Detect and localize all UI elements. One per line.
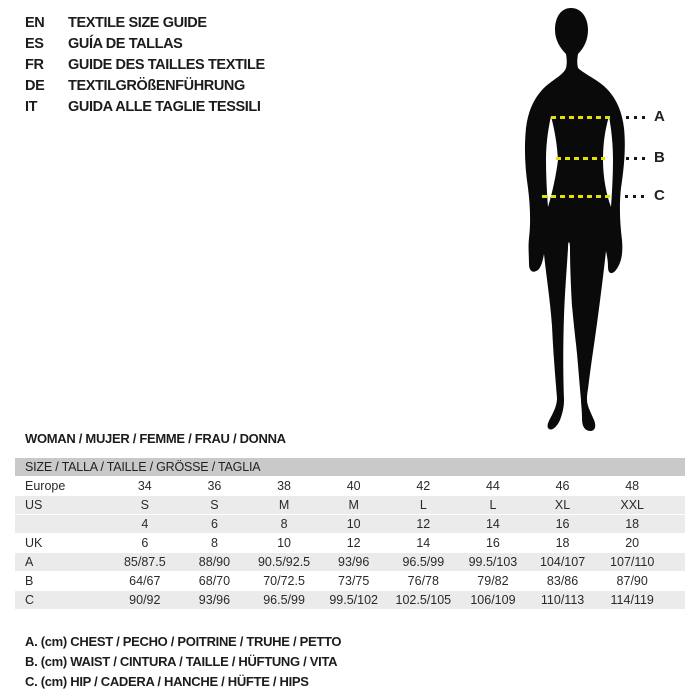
- size-value-cell: 88/90: [198, 554, 231, 569]
- size-value-cell: XXL: [620, 497, 644, 512]
- size-value-cell: 42: [416, 478, 431, 493]
- size-value-cell: 6: [141, 535, 149, 550]
- size-value-cell: 85/87.5: [123, 554, 166, 569]
- size-value-cell: 106/109: [470, 592, 516, 607]
- row-label: B: [25, 573, 34, 588]
- lang-label: GUIDE DES TAILLES TEXTILE: [68, 56, 265, 73]
- legend-line-chest: A. (cm) CHEST / PECHO / POITRINE / TRUHE / PETTO: [25, 634, 342, 649]
- size-value-cell: 12: [416, 516, 431, 531]
- size-value-cell: 83/86: [546, 573, 579, 588]
- size-value-cell: 34: [137, 478, 152, 493]
- legend-line-waist: B. (cm) WAIST / CINTURA / TAILLE / HÜFTUNG / VITA: [25, 654, 338, 669]
- size-value-cell: XL: [554, 497, 571, 512]
- woman-silhouette-icon: [515, 4, 645, 434]
- size-value-cell: 79/82: [477, 573, 509, 588]
- size-value-cell: 48: [625, 478, 640, 493]
- size-value-cell: M: [278, 497, 290, 512]
- size-value-cell: 76/78: [407, 573, 439, 588]
- size-value-cell: 96.5/99: [402, 554, 445, 569]
- table-row: [15, 590, 685, 609]
- size-value-cell: 70/72.5: [263, 573, 305, 588]
- measure-line-waist: [0, 149, 700, 166]
- size-value-cell: 36: [207, 478, 222, 493]
- size-table-body: [15, 476, 685, 609]
- measure-line-hip: [0, 187, 700, 204]
- size-value-cell: 38: [277, 478, 292, 493]
- size-value-cell: 6: [210, 516, 218, 531]
- size-value-cell: 16: [485, 535, 500, 550]
- size-value-cell: 93/96: [198, 592, 231, 607]
- size-value-cell: 64/67: [129, 573, 161, 588]
- size-value-cell: 4: [141, 516, 149, 531]
- size-value-cell: 93/96: [338, 554, 370, 569]
- size-value-cell: 114/119: [610, 592, 654, 607]
- lang-row-it: [25, 96, 265, 117]
- size-value-cell: 99.5/102: [329, 592, 379, 607]
- table-row: [15, 571, 685, 590]
- size-value-cell: L: [419, 497, 427, 512]
- row-label: A: [25, 554, 34, 569]
- chest-dash-yellow: [551, 116, 611, 119]
- lang-label: TEXTILGRÖßENFÜHRUNG: [68, 77, 245, 94]
- table-row: [15, 552, 685, 571]
- measure-line-chest: [0, 108, 700, 125]
- size-value-cell: 12: [346, 535, 361, 550]
- woman-silhouette-figure: [515, 4, 645, 434]
- measurement-legend: [25, 634, 341, 694]
- size-value-cell: 99.5/103: [468, 554, 518, 569]
- size-value-cell: 14: [416, 535, 431, 550]
- size-value-cell: 10: [277, 535, 292, 550]
- table-row: [15, 476, 685, 495]
- row-label: US: [25, 497, 43, 512]
- lang-label: GUÍA DE TALLAS: [68, 35, 183, 52]
- size-value-cell: 18: [625, 516, 640, 531]
- lang-code: ES: [25, 35, 44, 52]
- size-value-cell: S: [210, 497, 219, 512]
- lang-code: FR: [25, 56, 44, 73]
- lang-code: IT: [25, 98, 38, 115]
- size-table: [15, 458, 685, 609]
- lang-row-es: [25, 33, 265, 54]
- size-value-cell: 14: [485, 516, 500, 531]
- lang-label: GUIDA ALLE TAGLIE TESSILI: [68, 98, 261, 115]
- size-value-cell: 107/110: [610, 554, 655, 569]
- size-value-cell: M: [348, 497, 359, 512]
- size-value-cell: 104/107: [539, 554, 586, 569]
- size-value-cell: 46: [555, 478, 570, 493]
- hip-dash-yellow: [542, 195, 612, 198]
- size-value-cell: 110/113: [540, 592, 585, 607]
- hip-dash-black: [625, 195, 649, 198]
- lang-label: TEXTILE SIZE GUIDE: [68, 14, 207, 31]
- size-value-cell: 16: [555, 516, 570, 531]
- size-value-cell: 8: [210, 535, 218, 550]
- row-label: Europe: [25, 478, 66, 493]
- size-value-cell: 18: [555, 535, 570, 550]
- lang-code: DE: [25, 77, 45, 94]
- size-value-cell: 8: [280, 516, 288, 531]
- table-row: [15, 533, 685, 552]
- table-row: [15, 514, 685, 533]
- size-value-cell: 40: [346, 478, 361, 493]
- measure-label-a: A: [654, 108, 665, 125]
- measure-label-b: B: [654, 149, 665, 166]
- size-value-cell: 102.5/105: [395, 592, 452, 607]
- size-value-cell: 68/70: [198, 573, 231, 588]
- size-value-cell: S: [140, 497, 149, 512]
- measure-label-c: C: [654, 187, 665, 204]
- lang-row-fr: [25, 54, 265, 75]
- size-value-cell: 90.5/92.5: [257, 554, 311, 569]
- size-value-cell: 96.5/99: [263, 592, 305, 607]
- waist-dash-yellow: [556, 157, 605, 160]
- chest-dash-black: [626, 116, 649, 119]
- size-value-cell: 73/75: [338, 573, 370, 588]
- row-label: C: [25, 592, 35, 607]
- size-value-cell: 90/92: [129, 592, 161, 607]
- table-row: [15, 495, 685, 514]
- section-heading-woman: WOMAN / MUJER / FEMME / FRAU / DONNA: [25, 431, 286, 446]
- waist-dash-black: [626, 157, 649, 160]
- lang-row-de: [25, 75, 265, 96]
- size-value-cell: 10: [346, 516, 361, 531]
- legend-line-hip: C. (cm) HIP / CADERA / HANCHE / HÜFTE / HIPS: [25, 674, 309, 689]
- size-table-header: SIZE / TALLA / TAILLE / GRÖSSE / TAGLIA: [15, 458, 685, 476]
- lang-row-en: [25, 12, 265, 33]
- language-title-list: [25, 12, 265, 117]
- size-value-cell: L: [489, 497, 497, 512]
- size-value-cell: 44: [485, 478, 500, 493]
- size-value-cell: 20: [625, 535, 640, 550]
- row-label: UK: [25, 535, 43, 550]
- size-value-cell: 87/90: [616, 573, 648, 588]
- lang-code: EN: [25, 14, 45, 31]
